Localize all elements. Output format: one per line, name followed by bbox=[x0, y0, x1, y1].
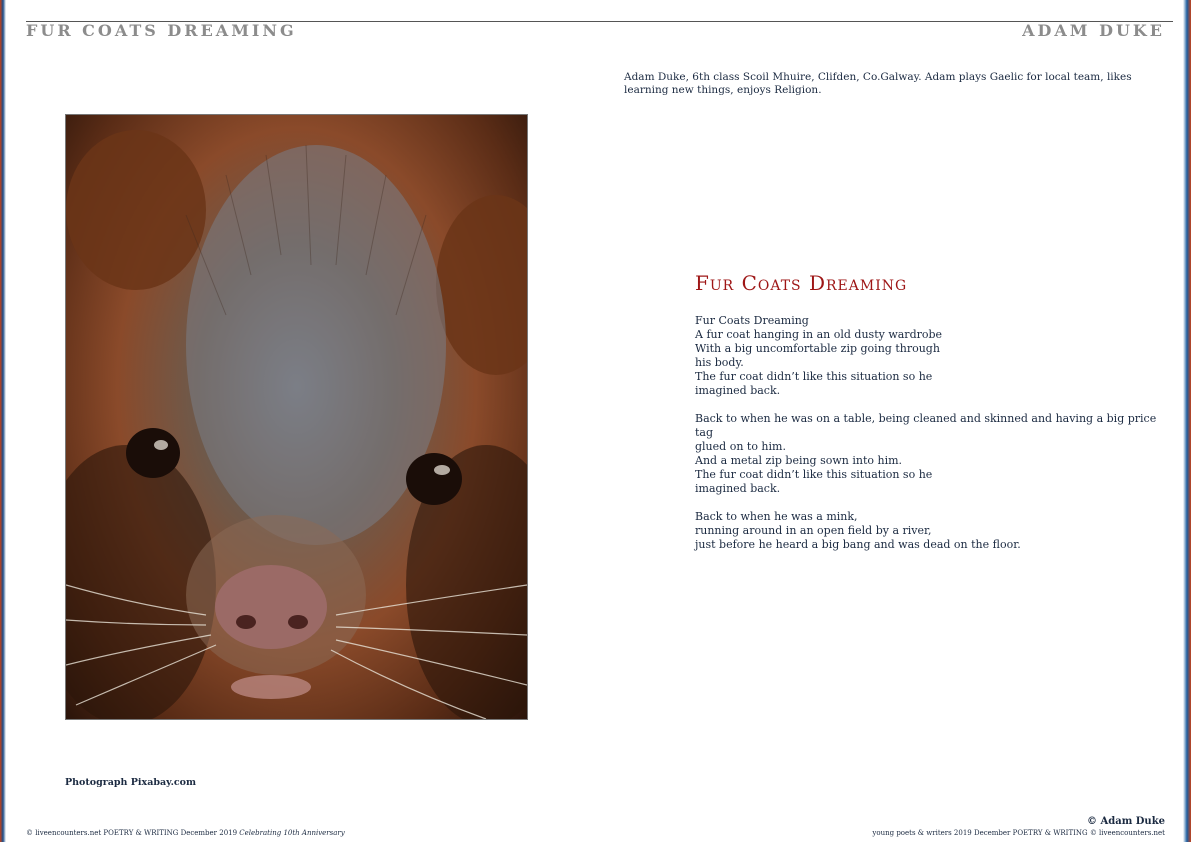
page bbox=[6, 0, 1183, 842]
poem-line: his body. bbox=[695, 356, 744, 369]
copyright-notice: © Adam Duke bbox=[1086, 816, 1165, 827]
poem-line: And a metal zip being sown into him. bbox=[695, 454, 903, 467]
footer-right: young poets & writers 2019 December POETRY & WRITING © liveencounters.net bbox=[872, 829, 1165, 837]
poem-line: A fur coat hanging in an old dusty wardrobe bbox=[695, 328, 943, 341]
poem-body bbox=[695, 314, 1165, 552]
mink-photo bbox=[65, 114, 528, 720]
poem-line: Back to when he was a mink, bbox=[695, 510, 858, 523]
poem-line: With a big uncomfortable zip going through bbox=[695, 342, 940, 355]
poem-line: imagined back. bbox=[695, 482, 781, 495]
poem-line: imagined back. bbox=[695, 384, 781, 397]
poem-line: Back to when he was on a table, being cleaned and skinned and having a big price tag bbox=[695, 412, 1160, 439]
poem-line: glued on to him. bbox=[695, 440, 786, 453]
footer-left bbox=[26, 829, 345, 837]
footer-left-italic: Celebrating 10th Anniversary bbox=[239, 829, 345, 837]
poem-title: Fur Coats Dreaming bbox=[695, 271, 908, 295]
mink-illustration bbox=[66, 115, 527, 719]
footer-left-text: © liveencounters.net POETRY & WRITING December 2019 bbox=[26, 829, 240, 837]
photo-caption: Photograph Pixabay.com bbox=[65, 777, 197, 788]
header-title-left: FUR COATS DREAMING bbox=[26, 21, 297, 40]
author-bio: Adam Duke, 6th class Scoil Mhuire, Clifden, Co.Galway. Adam plays Gaelic for local team, likes learning new things, enjoys Religion. bbox=[624, 71, 1132, 96]
poem-line: The fur coat didn’t like this situation so he bbox=[695, 370, 933, 383]
poem-line: running around in an open field by a river, bbox=[695, 524, 932, 537]
header-author-right: ADAM DUKE bbox=[1022, 21, 1165, 40]
poem-line: Fur Coats Dreaming bbox=[695, 314, 809, 327]
poem-line: just before he heard a big bang and was dead on the floor. bbox=[695, 538, 1021, 551]
stanza-break bbox=[695, 398, 1165, 412]
poem-line: The fur coat didn’t like this situation so he bbox=[695, 468, 933, 481]
stanza-break bbox=[695, 496, 1165, 510]
